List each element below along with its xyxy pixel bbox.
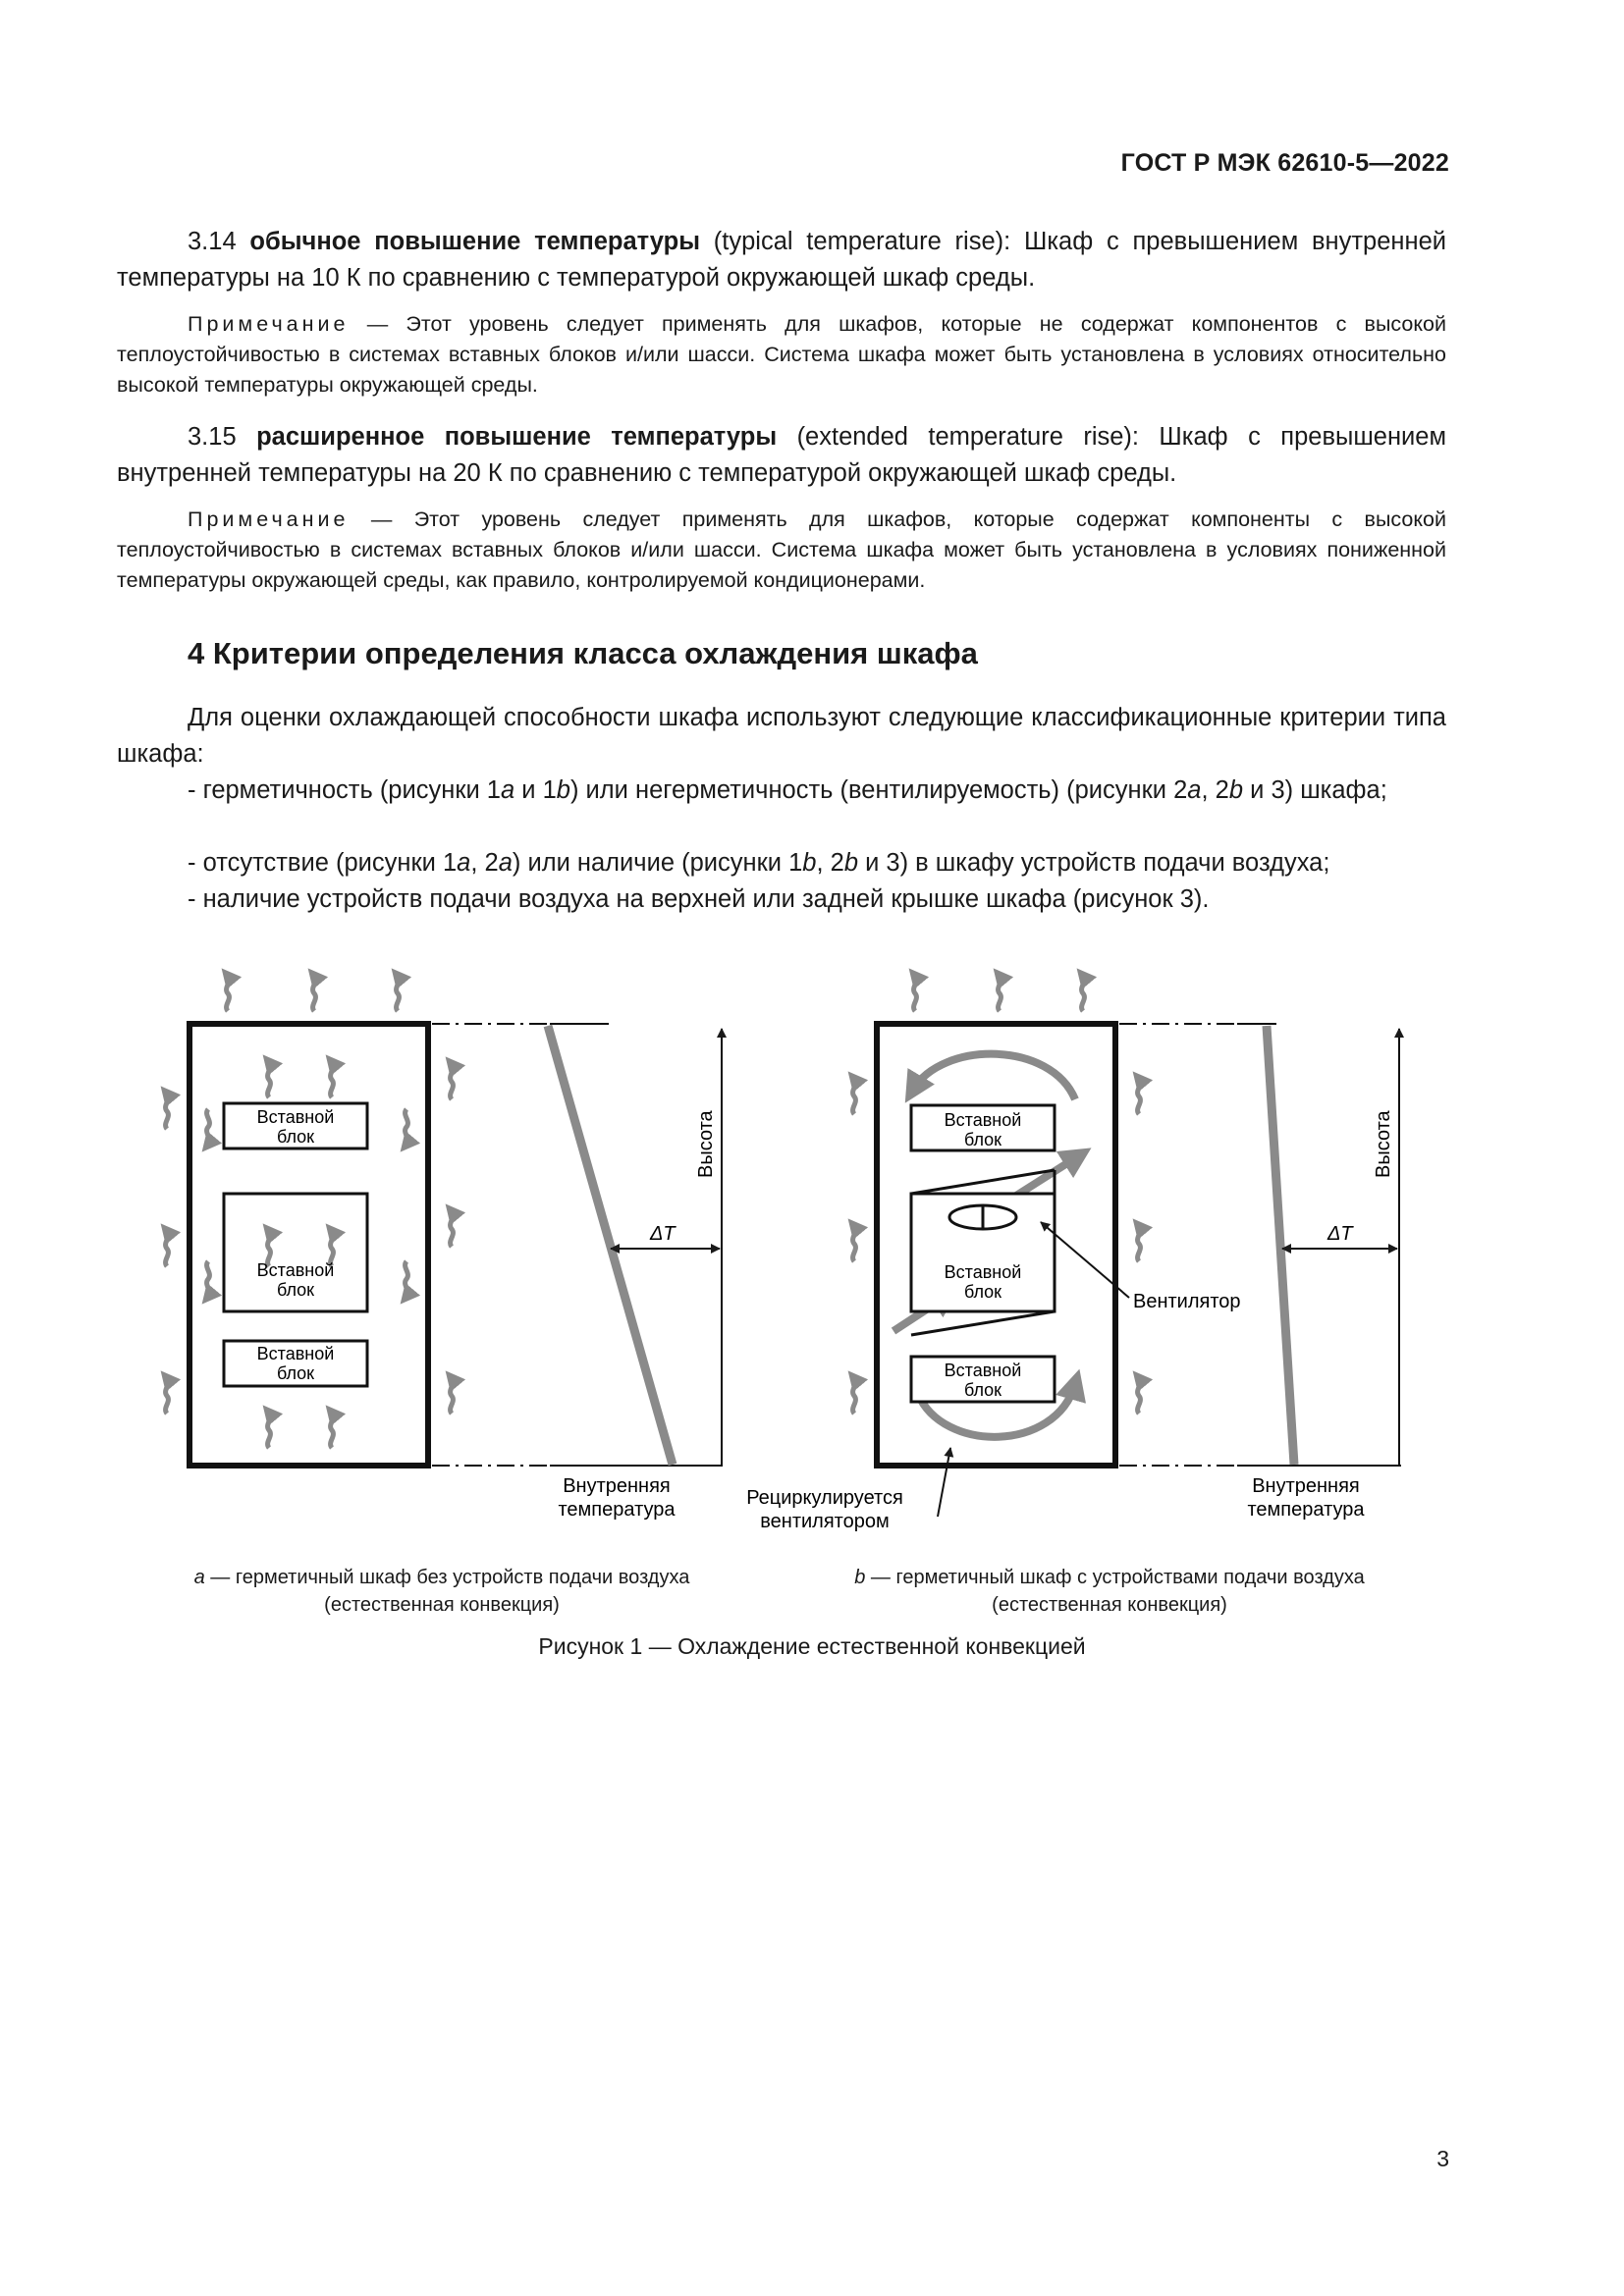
page-number: 3 xyxy=(1436,2146,1449,2171)
airflow-arrow xyxy=(1138,1079,1141,1114)
airflow-arrow xyxy=(1082,976,1085,1011)
subcaption-a: a — герметичный шкаф без устройств подачи воздуха (естественная конвекция) xyxy=(193,1567,690,1616)
list-item-3: - наличие устройств подачи воздуха на верхней или задней крышке шкафа (рисунок 3). xyxy=(188,885,1210,913)
svg-text:блок: блок xyxy=(276,1280,315,1300)
recirc-leader xyxy=(938,1448,950,1517)
subcaption-b: b — герметичный шкаф с устройствами подачи воздуха (естественная конвекция) xyxy=(854,1567,1365,1616)
airflow-arrow xyxy=(166,1378,169,1414)
clause-number: 3.15 xyxy=(188,423,237,451)
svg-text:ΔT: ΔT xyxy=(650,1223,676,1245)
subfigure-a xyxy=(166,976,723,1521)
airflow-arrow xyxy=(853,1378,856,1414)
section-heading: 4 Критерии определения класса охлаждения шкафа xyxy=(188,636,978,670)
document-header: ГОСТ Р МЭК 62610-5—2022 xyxy=(1120,149,1449,177)
intro-paragraph: Для оценки охлаждающей способности шкафа используют следующие классификационные критерии типа шкафа: xyxy=(117,704,1446,768)
airflow-arrow xyxy=(227,976,230,1011)
airflow-arrow xyxy=(999,976,1001,1011)
airflow-arrow xyxy=(331,1062,334,1097)
temperature-profile xyxy=(548,1026,673,1465)
airflow-arrow xyxy=(313,976,316,1011)
list-item-2: - отсутствие (рисунки 1a, 2a) или наличие (рисунки 1b, 2b и 3) в шкафу устройств подачи воздуха; xyxy=(188,849,1330,877)
list-item-1: - герметичность (рисунки 1a и 1b) или негерметичность (вентилируемость) (рисунки 2a, 2b и 3) шкафа; xyxy=(188,776,1387,804)
note-text: — Этот уровень следует применять для шкафов, которые содержат компоненты с высокой теплоустойчивостью в системах вставных блоков и/или шасси. Система шкафа может быть установлена в условиях пониженной температуры окружающей среды, как правило, контролируемой кондиционерами. xyxy=(117,507,1446,592)
airflow-arrow xyxy=(451,1378,454,1414)
airflow-arrow xyxy=(451,1064,454,1099)
airflow-arrow xyxy=(1138,1226,1141,1261)
airflow-arrow xyxy=(268,1413,271,1448)
svg-text:Вставной: Вставной xyxy=(256,1107,335,1127)
note-label: Примечание xyxy=(188,312,350,336)
airflow-arrow xyxy=(853,1079,856,1114)
airflow-arrow xyxy=(397,976,400,1011)
svg-text:Внутренняя: Внутренняя xyxy=(1252,1475,1360,1497)
svg-text:блок: блок xyxy=(276,1363,315,1383)
clause-text: (typical temperature rise): Шкаф с превышением внутренней температуры на 10 К по сравнению с температурой окружающей шкаф среды. xyxy=(117,228,1446,292)
term: расширенное повышение температуры xyxy=(256,423,778,451)
svg-text:блок: блок xyxy=(963,1130,1002,1149)
svg-text:температура: температура xyxy=(1247,1499,1365,1521)
airflow-arrow xyxy=(451,1211,454,1247)
airflow-arrow xyxy=(166,1231,169,1266)
svg-text:температура: температура xyxy=(558,1499,676,1521)
svg-text:Высота: Высота xyxy=(695,1110,717,1178)
airflow-arrow xyxy=(1138,1378,1141,1414)
svg-text:Внутренняя: Внутренняя xyxy=(563,1475,671,1497)
recirculation-arrow xyxy=(913,1054,1075,1099)
clause-number: 3.14 xyxy=(188,228,237,255)
svg-text:Вставной: Вставной xyxy=(944,1110,1022,1130)
svg-text:Вентилятор: Вентилятор xyxy=(1133,1291,1241,1312)
clause-text: (extended temperature rise): Шкаф с превышением внутренней температуры на 20 К по сравнению с температурой окружающей шкаф среды. xyxy=(117,423,1446,487)
svg-text:блок: блок xyxy=(963,1282,1002,1302)
term: обычное повышение температуры xyxy=(249,228,700,255)
note-text: — Этот уровень следует применять для шкафов, которые не содержат компонентов с высокой теплоустойчивостью в системах вставных блоков и/или шасси. Система шкафа может быть установлена в условиях относительно высокой температуры окружающей среды. xyxy=(117,312,1446,397)
airflow-arrow xyxy=(166,1094,169,1129)
airflow-arrow xyxy=(853,1226,856,1261)
temperature-profile xyxy=(1267,1026,1294,1465)
airflow-arrow xyxy=(268,1062,271,1097)
svg-text:Высота: Высота xyxy=(1373,1110,1394,1178)
subfigure-b xyxy=(746,976,1401,1532)
svg-text:блок: блок xyxy=(963,1380,1002,1400)
note-label: Примечание xyxy=(188,507,350,531)
airflow-arrow xyxy=(914,976,917,1011)
airflow-arrow xyxy=(331,1413,334,1448)
svg-text:Вставной: Вставной xyxy=(944,1361,1022,1380)
svg-text:Вставной: Вставной xyxy=(256,1260,335,1280)
svg-text:вентилятором: вентилятором xyxy=(760,1511,890,1532)
svg-text:Рециркулируется: Рециркулируется xyxy=(746,1487,903,1509)
svg-text:блок: блок xyxy=(276,1127,315,1147)
figure-caption: Рисунок 1 — Охлаждение естественной конвекцией xyxy=(538,1633,1086,1659)
svg-text:Вставной: Вставной xyxy=(944,1262,1022,1282)
svg-text:Вставной: Вставной xyxy=(256,1344,335,1363)
svg-text:ΔT: ΔT xyxy=(1327,1223,1353,1245)
